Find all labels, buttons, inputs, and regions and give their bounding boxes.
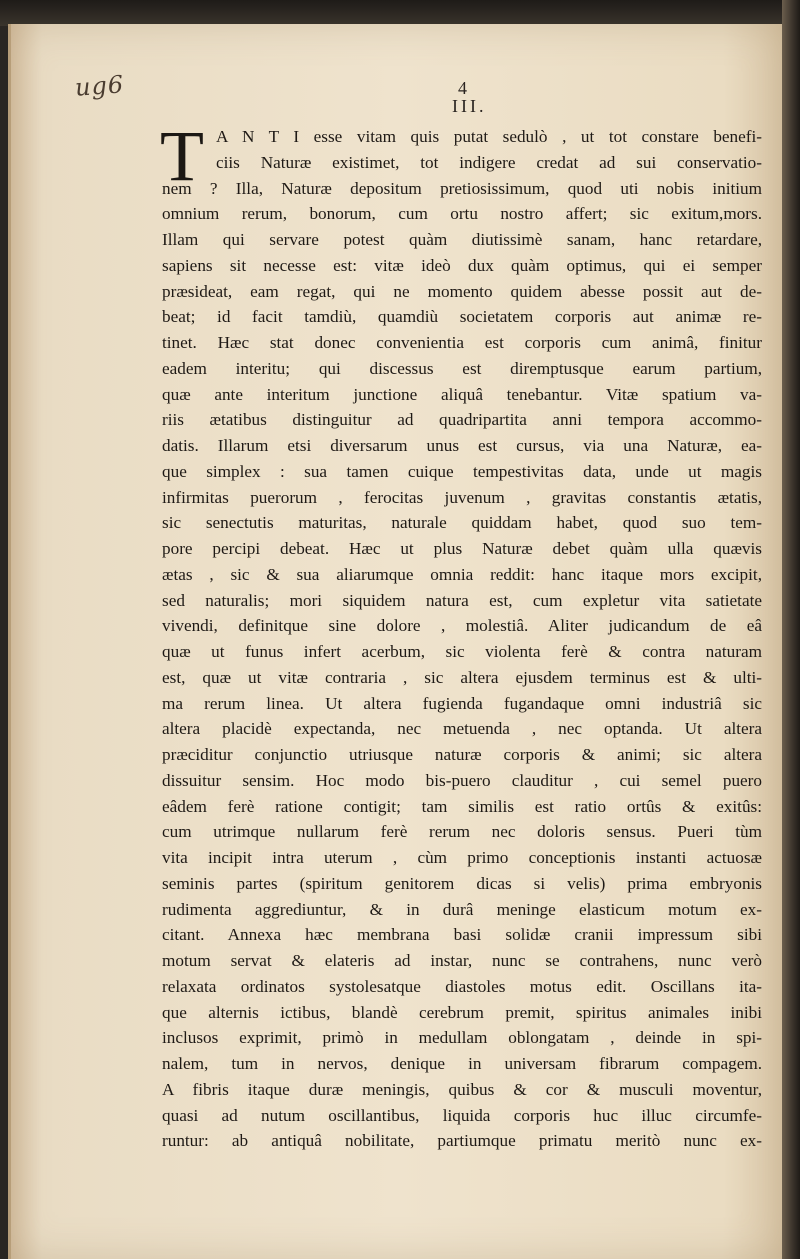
text-line: sic senectutis maturitas, naturale quiddam habet, quod suo tem- [162,513,762,533]
text-line: nalem, tum in nervos, denique in universam fibrarum compagem. [162,1054,762,1073]
text-line: motum servat & elateris ad instar, nunc se contrahens, nunc verò [162,951,762,970]
text-line: vita incipit intra uterum , cùm primo conceptionis instanti actuosæ [162,848,762,867]
text-line: omnium rerum, bonorum, cum ortu nostro affert; sic exitum,mors. [162,204,762,224]
text-line: nem ? Illa, Naturæ depositum pretiosissimum, quod uti nobis initium [162,178,762,198]
text-line: que simplex : sua tamen cuique tempestivitas data, unde ut magis [162,461,762,481]
text-line: dissuitur sensim. Hoc modo bis-puero clauditur , cui semel puero [162,770,762,790]
page-binding-edge [782,0,800,1259]
text-line: præsideat, eam regat, qui ne momento quidem abesse possit aut de- [162,281,762,301]
text-line: runtur: ab antiquâ nobilitate, partiumque primatu meritò nunc ex- [162,1131,762,1151]
text-line: quasi ad nutum oscillantibus, liquida corporis huc illuc circumfe- [162,1105,762,1125]
text-line: eadem interitu; qui discessus est diremptusque earum partium, [162,358,762,378]
text-line: que alternis ictibus, blandè cerebrum premit, spiritus animales inibi [162,1002,762,1022]
text-line: vivendi, definitque sine dolore , molestiâ. Aliter judicandum de eâ [162,616,762,636]
text-line: ciis Naturæ existimet, tot indigere credat ad sui conservatio- [216,152,762,172]
text-line: riis ætatibus distinguitur ad quadripartita anni tempora accommo- [162,410,762,430]
section-number: III. [452,96,487,116]
text-line: quæ ante interitum junctione aliquâ tenebantur. Vitæ spatium va- [162,384,762,404]
text-line: quæ ut funus infert acerbum, sic violenta ferè & contra naturam [162,642,762,661]
text-line: præciditur conjunctio utriusque naturæ corporis & animi; sic altera [162,745,762,764]
drop-cap: T [160,116,204,196]
text-line: seminis partes (spiritum genitorem dicas si velis) prima embryonis [162,873,762,893]
body-text [162,124,762,1154]
text-line: relaxata ordinatos systolesatque diastoles motus edit. Oscillans ita- [162,976,762,996]
text-line: rudimenta aggrediuntur, & in durâ meninge elasticum motum ex- [162,899,762,919]
text-line: citant. Annexa hæc membrana basi solidæ cranii impressum sibi [162,925,762,945]
text-line: cum utrimque nullarum ferè rerum nec doloris sensus. Pueri tùm [162,822,762,842]
text-line: sapiens sit necesse est: vitæ ideò dux quàm optimus, qui ei semper [162,255,762,275]
page-number: 4 [458,78,467,98]
text-line: infirmitas puerorum , ferocitas juvenum , gravitas constantis ætatis, [162,487,762,507]
text-line: pore percipi debeat. Hæc ut plus Naturæ debet quàm ulla quævis [162,539,762,558]
text-line: Illam qui servare potest quàm diutissimè sanam, hanc retardare, [162,230,762,249]
text-line: ætas , sic & sua aliarumque omnia reddit: hanc itaque mors excipit, [162,564,762,584]
handwritten-note: ug6 [74,70,126,102]
text-line: inclusos exprimit, primò in medullam oblongatam , deinde in spi- [162,1028,762,1048]
text-line: est, quæ ut vitæ contraria , sic altera ejusdem terminus est & ulti- [162,667,762,687]
text-line: ma rerum linea. Ut altera fugienda fugandaque omni industriâ sic [162,693,762,713]
text-line: A fibris itaque duræ meningis, quibus & cor & musculi moventur, [162,1079,762,1099]
text-line: beat; id facit tamdiù, quamdiù societatem corporis aut animæ re- [162,307,762,327]
text-line: sed naturalis; mori siquidem natura est, cum expletur vita satietate [162,590,762,610]
text-line: A N T I esse vitam quis putat sedulò , ut tot constare benefi- [216,127,762,146]
text-line: tinet. Hæc stat donec convenientia est corporis cum animâ, finitur [162,333,762,352]
text-line: datis. Illarum etsi diversarum unus est cursus, via una Naturæ, ea- [162,436,762,455]
text-line: altera placidè expectanda, nec metuenda , nec optanda. Ut altera [162,719,762,739]
scan-top-edge [0,0,800,26]
text-line: eâdem ferè ratione contigit; tam similis est ratio ortûs & exitûs: [162,796,762,816]
